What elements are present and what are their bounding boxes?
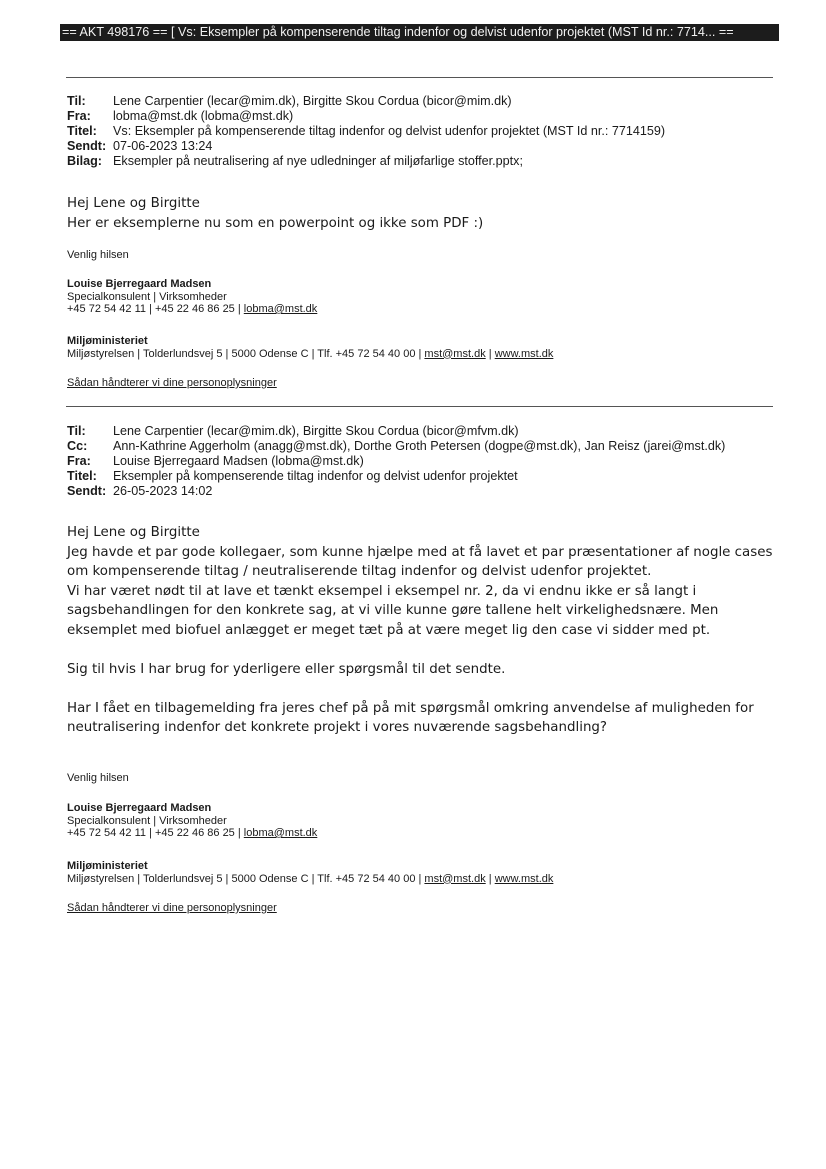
- header-subject: [67, 469, 725, 484]
- privacy-link[interactable]: Sådan håndterer vi dine personoplysninger: [67, 377, 277, 389]
- header-from: [67, 454, 725, 469]
- signature: [67, 278, 317, 316]
- organization: [67, 335, 553, 360]
- signature-contact: [67, 827, 317, 840]
- signature-phones: +45 72 54 42 11 | +45 22 46 86 25 |: [67, 303, 244, 315]
- signature-email-link[interactable]: lobma@mst.dk: [243, 827, 318, 839]
- email-1-body: [67, 194, 777, 233]
- org-address: Miljøstyrelsen | Tolderlundsvej 5 | 5000 Odense C | Tlf. +45 72 54 40 00 |: [67, 347, 425, 360]
- header-value: Lene Carpentier (lecar@mim.dk), Birgitte Skou Cordua (bicor@mfvm.dk): [113, 424, 519, 438]
- header-label: Cc:: [67, 439, 88, 453]
- divider: [66, 77, 773, 78]
- signature-phones: +45 72 54 42 11 | +45 22 46 86 25 |: [67, 827, 244, 839]
- header-value: Eksempler på kompenserende tiltag indenfor og delvist udenfor projektet: [113, 469, 518, 483]
- header-value: Vs: Eksempler på kompenserende tiltag indenfor og delvist udenfor projektet (MST Id nr.: 7714159): [113, 124, 666, 138]
- message-paragraph: Jeg havde et par gode kollegaer, som kunne hjælpe med at få lavet et par præsentationer af nogle cases om kompenserende tiltag / neutraliserende tiltag indenfor og delvist udenfor projektet.: [67, 544, 773, 579]
- message-text: Her er eksemplerne nu som en powerpoint og ikke som PDF :): [67, 215, 484, 231]
- header-value: 07-06-2023 13:24: [113, 139, 213, 153]
- signature-name: Louise Bjerregaard Madsen: [67, 278, 212, 290]
- signature-title: Specialkonsulent | Virksomheder: [67, 814, 227, 827]
- org-contact: [67, 873, 553, 886]
- org-email-link[interactable]: mst@mst.dk: [424, 872, 486, 885]
- header-value: Louise Bjerregaard Madsen (lobma@mst.dk): [113, 454, 364, 468]
- header-value: lobma@mst.dk (lobma@mst.dk): [113, 109, 294, 123]
- website-link[interactable]: www.mst.dk: [494, 872, 554, 885]
- separator: |: [485, 872, 495, 885]
- org-name: Miljøministeriet: [67, 860, 148, 872]
- separator: |: [485, 347, 495, 360]
- header-label: Fra:: [67, 454, 91, 468]
- signature-title: Specialkonsulent | Virksomheder: [67, 290, 227, 303]
- email-2-body: [67, 523, 777, 738]
- header-label: Sendt:: [67, 139, 107, 153]
- website-link[interactable]: www.mst.dk: [494, 347, 554, 360]
- header-label: Bilag:: [67, 154, 102, 168]
- header-label: Fra:: [67, 109, 91, 123]
- privacy-link[interactable]: Sådan håndterer vi dine personoplysninger: [67, 902, 277, 914]
- header-label: Til:: [67, 94, 86, 108]
- closing: Venlig hilsen: [67, 772, 129, 784]
- signature: [67, 802, 317, 840]
- email-2-headers: [67, 424, 725, 499]
- header-from: [67, 109, 665, 124]
- header-label: Til:: [67, 424, 86, 438]
- header-sent: [67, 139, 665, 154]
- header-value: Ann-Kathrine Aggerholm (anagg@mst.dk), Dorthe Groth Petersen (dogpe@mst.dk), Jan Reisz (jarei@mst.dk): [113, 439, 726, 453]
- org-email-link[interactable]: mst@mst.dk: [424, 347, 486, 360]
- greeting: Hej Lene og Birgitte: [67, 525, 200, 540]
- header-to: [67, 424, 725, 439]
- org-address: Miljøstyrelsen | Tolderlundsvej 5 | 5000 Odense C | Tlf. +45 72 54 40 00 |: [67, 872, 425, 885]
- header-value: Lene Carpentier (lecar@mim.dk), Birgitte Skou Cordua (bicor@mim.dk): [113, 94, 512, 108]
- header-subject: [67, 124, 665, 139]
- divider: [66, 406, 773, 407]
- header-label: Titel:: [67, 469, 97, 483]
- org-contact: [67, 348, 553, 361]
- header-label: Sendt:: [67, 484, 107, 498]
- greeting: Hej Lene og Birgitte: [67, 196, 200, 211]
- signature-contact: [67, 303, 317, 316]
- header-cc: [67, 439, 725, 454]
- header-sent: [67, 484, 725, 499]
- signature-name: Louise Bjerregaard Madsen: [67, 802, 212, 814]
- message-paragraph: Sig til hvis I har brug for yderligere eller spørgsmål til det sendte.: [67, 661, 506, 677]
- closing: Venlig hilsen: [67, 249, 129, 261]
- document-header-banner: == AKT 498176 == [ Vs: Eksempler på kompenserende tiltag indenfor og delvist udenfor projektet (MST Id nr.: 7714... ==: [60, 24, 779, 41]
- header-label: Titel:: [67, 124, 97, 138]
- header-attachment: [67, 154, 665, 169]
- header-to: [67, 94, 665, 109]
- message-paragraph: Vi har været nødt til at lave et tænkt eksempel i eksempel nr. 2, da vi endnu ikke er så langt i sagsbehandlingen for den konkrete sag, at vi ville kunne gøre tallene helt virkelighedsnære. Men eksemplet med biofuel anlægget er meget tæt på at være meget lig den case vi sidder med pt.: [67, 583, 719, 638]
- email-1-headers: [67, 94, 665, 169]
- header-value: 26-05-2023 14:02: [113, 484, 213, 498]
- header-value attachment-link[interactable]: Eksempler på neutralisering af nye udledninger af miljøfarlige stoffer.pptx;: [113, 154, 523, 168]
- signature-email-link[interactable]: lobma@mst.dk: [243, 303, 318, 315]
- org-name: Miljøministeriet: [67, 335, 148, 347]
- organization: [67, 860, 553, 885]
- message-paragraph: Har I fået en tilbagemelding fra jeres chef på på mit spørgsmål omkring anvendelse af muligheden for neutralisering indenfor det konkrete projekt i vores nuværende sagsbehandling?: [67, 700, 754, 735]
